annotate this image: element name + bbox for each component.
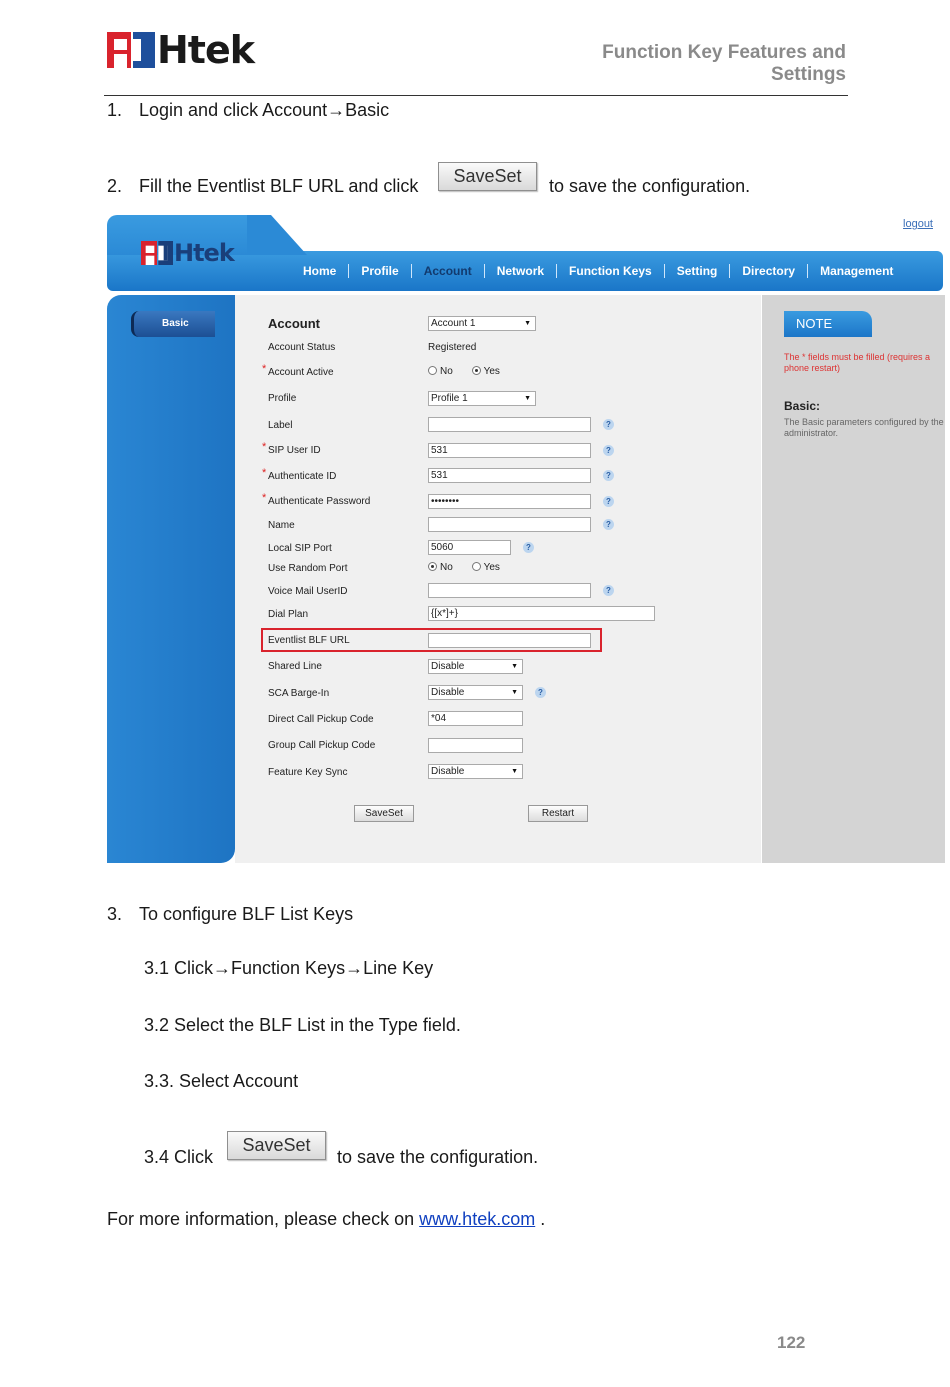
key-sync-select[interactable]: Disable ▼ xyxy=(428,764,523,779)
nav-directory[interactable]: Directory xyxy=(730,264,808,278)
sip-port-input[interactable]: 5060 xyxy=(428,540,511,555)
sca-select[interactable]: Disable ▼ xyxy=(428,685,523,700)
auth-password-label: * Authenticate Password xyxy=(262,492,371,507)
nav-profile[interactable]: Profile xyxy=(349,264,411,278)
account-select[interactable]: Account 1 ▼ xyxy=(428,316,536,331)
eventlist-input[interactable] xyxy=(428,633,591,648)
dial-plan-label: Dial Plan xyxy=(268,609,309,620)
form-restart-button[interactable]: Restart xyxy=(528,805,588,822)
account-form xyxy=(235,295,761,863)
top-navigation-bar xyxy=(107,239,943,291)
active-yes-radio[interactable] xyxy=(472,366,481,375)
note-description: The Basic parameters configured by the administrator. xyxy=(784,417,944,438)
logo-mark-icon xyxy=(107,32,155,68)
logout-link[interactable]: logout xyxy=(903,218,933,230)
help-icon[interactable]: ? xyxy=(603,519,614,530)
random-port-radio-group: No Yes xyxy=(428,562,500,573)
web-ui-screenshot xyxy=(107,215,945,863)
step-2-text-after: to save the configuration. xyxy=(549,176,751,196)
ui-logo-mark-icon xyxy=(141,241,173,265)
step-2-text: 2. Fill the Eventlist BLF URL and click xyxy=(107,176,419,196)
step-3-2: 3.2 Select the BLF List in the Type field. xyxy=(144,1015,461,1035)
document-section-title: Function Key Features and Settings xyxy=(602,42,846,85)
help-icon[interactable]: ? xyxy=(603,470,614,481)
ui-logo: Htek xyxy=(141,239,234,267)
nav-account[interactable]: Account xyxy=(412,264,485,278)
htek-logo xyxy=(107,28,255,72)
step-1: 1. Login and click Account→Basic xyxy=(107,100,390,120)
note-tab: NOTE xyxy=(784,311,872,337)
shared-line-select[interactable]: Disable ▼ xyxy=(428,659,523,674)
step-3-1: 3.1 Click→Function Keys→Line Key xyxy=(144,958,434,978)
name-input[interactable] xyxy=(428,517,591,532)
sidebar-item-basic[interactable]: Basic xyxy=(131,311,215,337)
dial-plan-input[interactable]: {[x*]+} xyxy=(428,606,655,621)
htek-website-link[interactable]: www.htek.com xyxy=(419,1209,536,1229)
note-required-text: The * fields must be filled (requires a phone restart) xyxy=(784,352,931,373)
sip-user-input[interactable]: 531 xyxy=(428,443,591,458)
active-radio-group: No Yes xyxy=(428,366,500,377)
note-heading: Basic: xyxy=(784,399,821,413)
step-3-4-text: 3.4 Click xyxy=(144,1147,214,1167)
auth-id-input[interactable]: 531 xyxy=(428,468,591,483)
help-icon[interactable]: ? xyxy=(603,445,614,456)
main-nav xyxy=(291,251,905,291)
label-input[interactable] xyxy=(428,417,591,432)
header-divider xyxy=(104,95,848,96)
nav-function-keys[interactable]: Function Keys xyxy=(557,264,665,278)
sip-port-label: Local SIP Port xyxy=(268,543,332,554)
help-icon[interactable]: ? xyxy=(603,496,614,507)
status-value: Registered xyxy=(428,342,477,353)
step-3-3: 3.3. Select Account xyxy=(144,1071,299,1091)
random-no-radio[interactable] xyxy=(428,562,437,571)
sca-label: SCA Barge-In xyxy=(268,688,330,699)
active-label: * Account Active xyxy=(262,363,334,378)
nav-setting[interactable]: Setting xyxy=(665,264,731,278)
voicemail-input[interactable] xyxy=(428,583,591,598)
auth-id-label: * Authenticate ID xyxy=(262,467,337,482)
help-icon[interactable]: ? xyxy=(603,585,614,596)
direct-pickup-input[interactable]: *04 xyxy=(428,711,523,726)
status-label: Account Status xyxy=(268,342,336,353)
form-saveset-button[interactable]: SaveSet xyxy=(354,805,414,822)
eventlist-label: Eventlist BLF URL xyxy=(268,635,350,646)
help-icon[interactable]: ? xyxy=(523,542,534,553)
more-info: For more information, please check on www.htek.com . xyxy=(107,1209,546,1229)
note-panel xyxy=(762,295,945,863)
random-yes-radio[interactable] xyxy=(472,562,481,571)
random-port-label: Use Random Port xyxy=(268,563,348,574)
page-number: 122 xyxy=(777,1333,806,1352)
key-sync-label: Feature Key Sync xyxy=(268,767,348,778)
nav-home[interactable]: Home xyxy=(291,264,349,278)
name-label: Name xyxy=(268,520,295,531)
sip-user-label: * SIP User ID xyxy=(262,441,321,456)
left-sidebar xyxy=(107,295,235,863)
direct-pickup-label: Direct Call Pickup Code xyxy=(268,714,374,725)
profile-label: Profile xyxy=(268,393,297,404)
active-no-radio[interactable] xyxy=(428,366,437,375)
form-heading: Account xyxy=(268,316,320,331)
saveset-button-image: SaveSet xyxy=(227,1131,326,1160)
voicemail-label: Voice Mail UserID xyxy=(268,586,348,597)
help-icon[interactable]: ? xyxy=(603,419,614,430)
step-3: 3. To configure BLF List Keys xyxy=(107,904,354,924)
auth-password-input[interactable]: •••••••• xyxy=(428,494,591,509)
nav-network[interactable]: Network xyxy=(485,264,557,278)
logo-text: Htek xyxy=(157,28,255,72)
nav-management[interactable]: Management xyxy=(820,264,894,278)
saveset-button-image: SaveSet xyxy=(438,162,537,191)
step-3-4-text-after: to save the configuration. xyxy=(337,1147,539,1167)
group-pickup-label: Group Call Pickup Code xyxy=(268,740,376,751)
shared-line-label: Shared Line xyxy=(268,661,322,672)
label-label: Label xyxy=(268,420,293,431)
help-icon[interactable]: ? xyxy=(535,687,546,698)
profile-select[interactable]: Profile 1 ▼ xyxy=(428,391,536,406)
group-pickup-input[interactable] xyxy=(428,738,523,753)
